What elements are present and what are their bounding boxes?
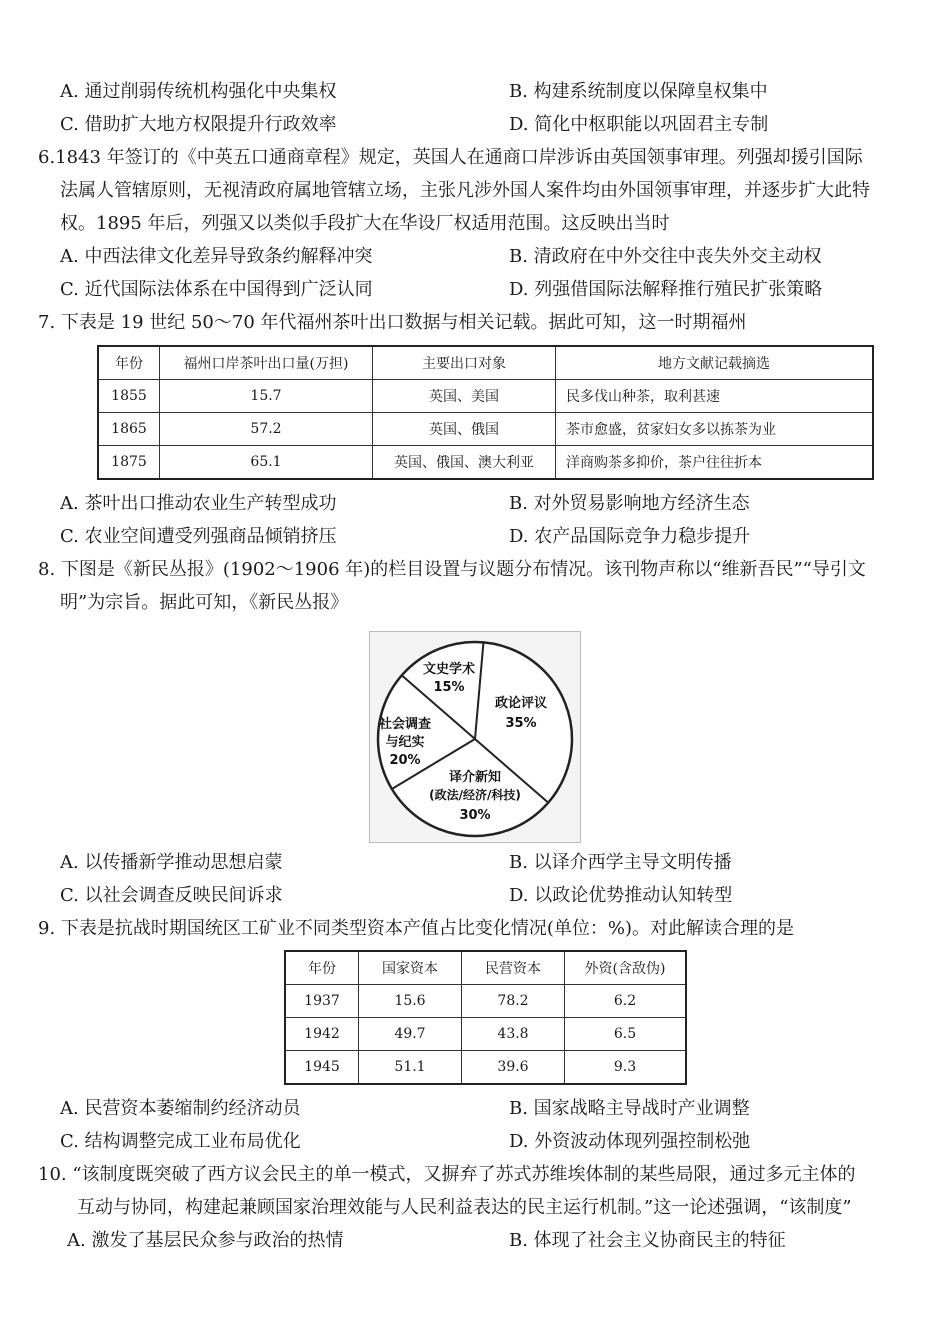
q8-option-b: B. 以译介西学主导文明传播: [509, 852, 732, 873]
table-cell: 茶市愈盛，贫家妇女多以拣茶为业: [556, 413, 874, 446]
table-header: 年份: [98, 346, 160, 380]
table-cell: 英国、俄国: [373, 413, 556, 446]
table-row: [98, 413, 873, 446]
slice-label-wenshi: 文史学术: [422, 662, 476, 677]
table-cell: 49.7: [359, 1018, 462, 1051]
q5-option-c: C. 借助扩大地方权限提升行政效率: [60, 114, 337, 135]
slice-pct-wenshi: 15%: [433, 680, 465, 695]
q7-option-d: D. 农产品国际竞争力稳步提升: [509, 526, 751, 547]
table-cell: 洋商购茶多抑价，茶户往往折本: [556, 446, 874, 480]
q10-stem-line-2: 互动与协同，构建起兼顾国家治理效能与人民利益表达的民主运行机制。”这一论述强调，“该制度”: [77, 1197, 852, 1218]
q8-stem-line-1: 8. 下图是《新民丛报》(1902～1906 年)的栏目设置与议题分布情况。该刊物声称以“维新吾民”“导引文: [38, 559, 866, 580]
table-cell: 1855: [98, 380, 160, 413]
q6-option-d: D. 列强借国际法解释推行殖民扩张策略: [509, 279, 823, 300]
q8-option-c: C. 以社会调查反映民间诉求: [60, 885, 283, 906]
table-row: [285, 1051, 686, 1085]
q8-pie-chart: [369, 631, 581, 843]
table-row: [285, 985, 686, 1018]
q9-option-c: C. 结构调整完成工业布局优化: [60, 1131, 301, 1152]
slice-pct-yijie: 30%: [459, 808, 491, 823]
q6-stem-line-1: 6.1843 年签订的《中英五口通商章程》规定，英国人在通商口岸涉诉由英国领事审理。列强却援引国际: [38, 147, 863, 168]
q7-option-a: A. 茶叶出口推动农业生产转型成功: [60, 493, 337, 514]
table-row: [98, 446, 873, 480]
table-row: [98, 380, 873, 413]
q5-option-a: A. 通过削弱传统机构强化中央集权: [60, 81, 337, 102]
table-header: 福州口岸茶叶出口量(万担): [160, 346, 373, 380]
table-header: 年份: [285, 951, 359, 985]
q6-stem-line-2: 法属人管辖原则，无视清政府属地管辖立场，主张凡涉外国人案件均由外国领事审理，并逐步扩大此特: [60, 180, 870, 201]
table-header: 民营资本: [462, 951, 565, 985]
q10-option-b: B. 体现了社会主义协商民主的特征: [509, 1230, 786, 1251]
q8-option-d: D. 以政论优势推动认知转型: [509, 885, 733, 906]
q7-stem: 7. 下表是 19 世纪 50～70 年代福州茶叶出口数据与相关记载。据此可知，这一时期福州: [38, 312, 747, 333]
table-cell: 民多伐山种茶，取利甚速: [556, 380, 874, 413]
slice-pct-shehui: 20%: [389, 753, 421, 768]
q6-stem-line-3: 权。1895 年后，列强又以类似手段扩大在华设厂权适用范围。这反映出当时: [60, 213, 670, 234]
q9-option-b: B. 国家战略主导战时产业调整: [509, 1098, 750, 1119]
q10-stem-line-1: 10. “该制度既突破了西方议会民主的单一模式，又摒弃了苏式苏维埃体制的某些局限，通过多元主体的: [38, 1164, 856, 1185]
table-cell: 英国、美国: [373, 380, 556, 413]
table-cell: 51.1: [359, 1051, 462, 1085]
table-cell: 1875: [98, 446, 160, 480]
q9-stem: 9. 下表是抗战时期国统区工矿业不同类型资本产值占比变化情况(单位：%)。对此解读合理的是: [38, 918, 795, 939]
table-cell: 1942: [285, 1018, 359, 1051]
q7-option-b: B. 对外贸易影响地方经济生态: [509, 493, 750, 514]
q7-table: [97, 345, 874, 480]
table-header-row: [285, 951, 686, 985]
table-header: 主要出口对象: [373, 346, 556, 380]
table-cell: 6.2: [565, 985, 687, 1018]
table-cell: 1865: [98, 413, 160, 446]
q6-option-a: A. 中西法律文化差异导致条约解释冲突: [60, 246, 373, 267]
q5-option-b: B. 构建系统制度以保障皇权集中: [509, 81, 768, 102]
table-header: 国家资本: [359, 951, 462, 985]
q9-table: [284, 950, 687, 1085]
slice-label-shehui-1: 社会调查: [378, 717, 432, 732]
slice-pct-zhenglun: 35%: [505, 716, 537, 731]
q6-option-b: B. 清政府在中外交往中丧失外交主动权: [509, 246, 822, 267]
table-header-row: [98, 346, 873, 380]
table-cell: 39.6: [462, 1051, 565, 1085]
table-cell: 9.3: [565, 1051, 687, 1085]
table-cell: 15.6: [359, 985, 462, 1018]
slice-label-shehui-2: 与纪实: [385, 735, 425, 750]
q9-option-a: A. 民营资本萎缩制约经济动员: [60, 1098, 301, 1119]
q7-option-c: C. 农业空间遭受列强商品倾销挤压: [60, 526, 337, 547]
slice-label-zhenglun: 政论评议: [494, 696, 548, 711]
q10-option-a: A. 激发了基层民众参与政治的热情: [67, 1230, 344, 1251]
table-cell: 15.7: [160, 380, 373, 413]
table-cell: 43.8: [462, 1018, 565, 1051]
slice-label-yijie: 译介新知: [448, 770, 502, 785]
table-header: 外资(含敌伪): [565, 951, 687, 985]
q8-stem-line-2: 明”为宗旨。据此可知，《新民丛报》: [60, 592, 349, 613]
table-cell: 57.2: [160, 413, 373, 446]
table-cell: 6.5: [565, 1018, 687, 1051]
table-cell: 78.2: [462, 985, 565, 1018]
q6-option-c: C. 近代国际法体系在中国得到广泛认同: [60, 279, 373, 300]
q8-option-a: A. 以传播新学推动思想启蒙: [60, 852, 283, 873]
slice-sublabel-yijie: (政法/经济/科技): [429, 788, 521, 802]
table-row: [285, 1018, 686, 1051]
table-cell: 1937: [285, 985, 359, 1018]
table-header: 地方文献记载摘选: [556, 346, 874, 380]
table-cell: 1945: [285, 1051, 359, 1085]
table-cell: 65.1: [160, 446, 373, 480]
table-cell: 英国、俄国、澳大利亚: [373, 446, 556, 480]
q9-option-d: D. 外资波动体现列强控制松弛: [509, 1131, 751, 1152]
q5-option-d: D. 简化中枢职能以巩固君主专制: [509, 114, 769, 135]
